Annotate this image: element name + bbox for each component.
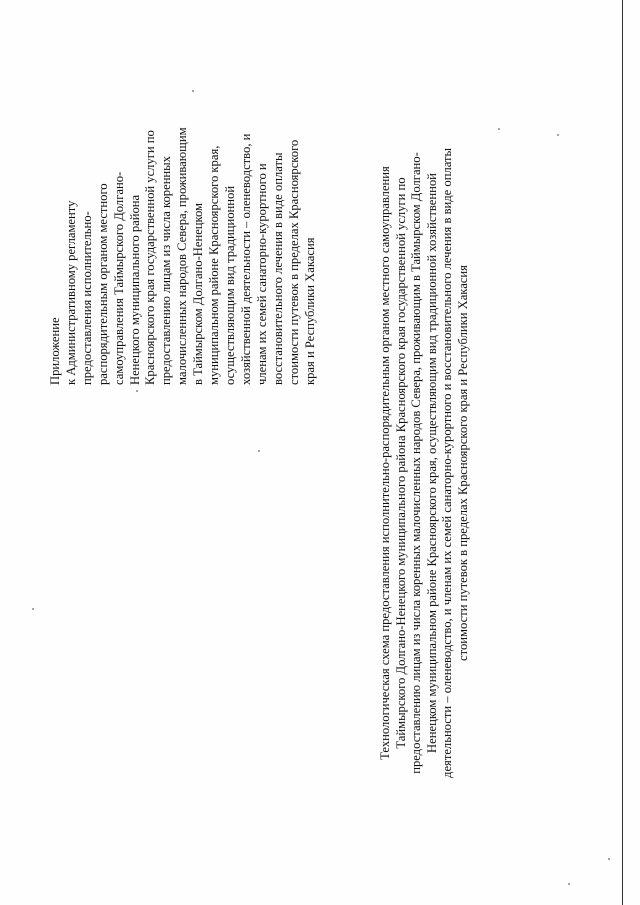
appendix-line: края и Республики Хакасия: [302, 237, 317, 385]
appendix-line: распорядительным органом местного: [95, 183, 110, 385]
appendix-line: восстановительного лечения в виде оплаты: [270, 152, 285, 385]
appendix-line: малочисленных народов Севера, проживающим: [175, 127, 190, 385]
scan-speck: [136, 390, 138, 392]
appendix-line: Красноярского края государственной услуги по: [143, 130, 158, 385]
scan-speck: [557, 134, 559, 136]
appendix-line: самоуправления Таймырского Долгано-: [111, 171, 126, 385]
appendix-line: в Таймырском Долгано-Ненецком: [191, 202, 206, 385]
title-line: стоимости путевок в пределах Красноярского края и Республики Хакасия: [455, 265, 470, 661]
appendix-line: Ненецкого муниципального района: [127, 194, 142, 385]
scan-speck: [32, 608, 34, 610]
appendix-line: членам их семей санаторно-курортного и: [254, 163, 269, 385]
title-line: деятельности – оленеводство, и членам их семей санаторно-курортного и восстановительного лечения в виде оплаты: [440, 148, 455, 778]
scan-speck: [192, 90, 194, 92]
page-edge-line: [622, 0, 623, 905]
appendix-line: осуществляющим вид традиционной: [222, 185, 237, 385]
appendix-block: [48, 85, 318, 385]
scan-speck: [498, 128, 500, 130]
title-line: предоставлению лицам из числа коренных малочисленных народов Севера, проживающим в Таймырском Долгано-: [409, 152, 424, 774]
appendix-line: предоставления исполнительно-: [79, 211, 94, 385]
scan-speck: [568, 883, 570, 885]
appendix-line: муниципальном районе Красноярского края,: [207, 145, 222, 385]
title-line: Ненецком муниципальном районе Красноярского края, осуществляющим вид традиционной хозяйственной: [424, 173, 439, 753]
appendix-line: предоставлению лицам из числа коренных: [159, 156, 174, 385]
appendix-line: стоимости путевок в пределах Красноярского: [286, 139, 301, 385]
appendix-line: Приложение: [48, 317, 62, 385]
appendix-line: к Административному регламенту: [63, 200, 78, 385]
scan-speck: [608, 858, 610, 860]
title-line: Технологическая схема предоставления исполнительно-распорядительным органом местного самоуправления: [378, 166, 392, 760]
appendix-line: хозяйственной деятельности – оленеводство, и: [238, 133, 253, 385]
scan-speck: [258, 450, 260, 452]
title-line: Таймырского Долгано-Ненецкого муниципального района Красноярского края государственной услуги по: [393, 177, 408, 749]
document-title: [378, 113, 472, 813]
